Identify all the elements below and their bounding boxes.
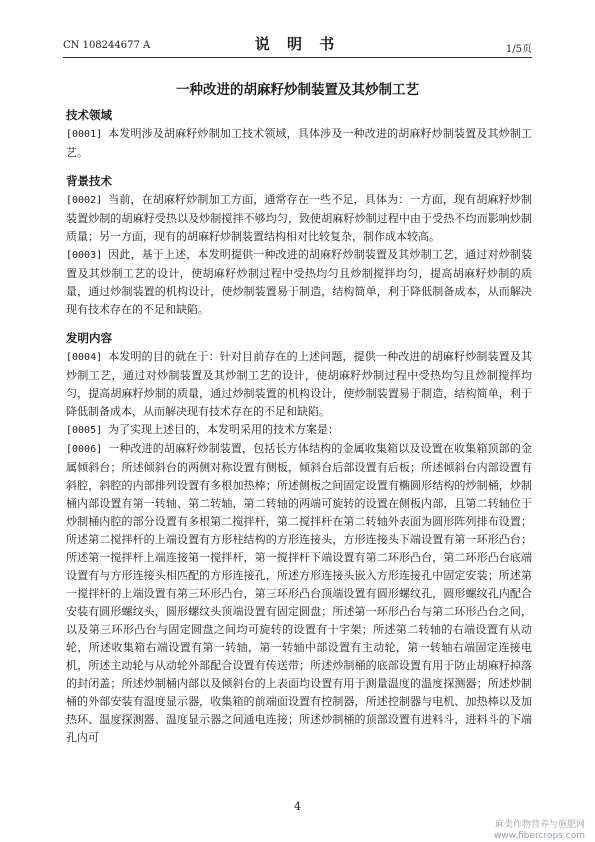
paragraph <box>66 348 532 421</box>
paragraph <box>66 191 532 246</box>
paragraph-number: [0004] <box>66 352 103 363</box>
paragraph-text: 本发明涉及胡麻籽炒制加工技术领域，具体涉及一种改进的胡麻籽炒制装置及其炒制工艺。 <box>66 127 532 159</box>
section-heading-background: 背景技术 <box>66 174 112 188</box>
paragraph-text: 一种改进的胡麻籽炒制装置，包括长方体结构的金属收集箱以及设置在收集箱顶部的金属倾斜台；所述倾斜台的两侧对称设置有侧板，倾斜台后部设置有后板；所述倾斜台内部设置有斜腔，斜腔的内部排列设置有多根加热棒；所述侧板之间固定设置有椭圆形结构的炒制桶，炒制桶内部设置有第一转轴、第二转轴，第二转轴的两端可旋转的设置在侧板内部，且第二转轴位于炒制桶内腔的部分设置有多根第二搅拌杆，第二搅拌杆在第二转轴外表面为圆形阵列排布设置；所述第二搅拌杆的上端设置有方形柱结构的方形连接头，方形连接头下端设置有第一环形凸台；所述第一搅拌杆上端连接第一搅拌杆，第一搅拌杆下端设置有第二环形凸台，第二环形凸台底端设置有与方形连接头相匹配的方形连接孔，所述方形连接头嵌入方形连接孔中固定安装；所述第一搅拌杆的上端设置有第三环形凸台，第三环形凸台顶端设置有圆形螺纹孔，圆形螺纹孔内配合安装有圆形螺纹头，圆形螺纹头顶端设置有固定圆盘；所述第一环形凸台与第二环形凸台之间，以及第三环形凸台与固定圆盘之间均可旋转的设置有十字架；所述第二转轴的右端设置有从动轮，所述收集箱右端设置有第一转轴，第一转轴中部设置有主动轮，第一转轴右端固定连接电机，所述主动轮与从动轮外部配合设置有传送带；所述炒制桶的底部设置有用于防止胡麻籽掉落的封闭盖；所述炒制桶内部以及倾斜台的上表面均设置有用于测量温度的温度探测器；所述炒制桶的外部安装有温度显示器，收集箱的前端面设置有控制器，所述控制器与电机、加热棒以及加热环、温度探测器、温度显示器之间通电连接；所述炒制桶的顶部设置有进料斗，进料斗的下端孔内可 <box>66 442 532 744</box>
section-heading-content: 发明内容 <box>66 331 112 345</box>
page-number: 4 <box>294 800 301 813</box>
document-type-title: 说 明 书 <box>254 35 341 53</box>
paragraph-text: 本发明的目的就在于：针对目前存在的上述问题，提供一种改进的胡麻籽炒制装置及其炒制工艺，通过对炒制装置及其炒制工艺的设计，使胡麻籽炒制过程中受热均匀且炒制搅拌均匀，提高胡麻籽炒制的质量，通过炒制装置的机构设计，使炒制装置易于制造，结构简单，利于降低制备成本，从而解决现有技术存在的不足和缺陷。 <box>66 350 532 418</box>
paragraph-number: [0002] <box>66 195 103 206</box>
document-body <box>66 108 532 747</box>
paragraph <box>66 421 532 440</box>
paragraph-number: [0006] <box>66 444 103 455</box>
paragraph-text: 为了实现上述目的，本发明采用的技术方案是： <box>108 423 339 436</box>
page-header <box>63 30 532 56</box>
paragraph-text: 因此，基于上述，本发明提供一种改进的胡麻籽炒制装置及其炒制工艺，通过对炒制装置及其炒制工艺的设计，使胡麻籽炒制过程中受热均匀且炒制搅拌均匀，提高胡麻籽炒制的质量，通过炒制装置的机构设计，使炒制装置易于制造，结构简单，利于降低制备成本，从而解决现有技术存在的不足和缺陷。 <box>66 248 532 316</box>
watermark-url: www.fibercrops.com <box>494 831 585 841</box>
page-info: 1/5页 <box>505 44 532 55</box>
paragraph-number: [0003] <box>66 250 103 261</box>
site-watermark <box>494 820 585 842</box>
paragraph <box>66 440 532 747</box>
paragraph <box>66 125 532 162</box>
paragraph-number: [0001] <box>66 129 103 140</box>
invention-title: 一种改进的胡麻籽炒制装置及其炒制工艺 <box>176 82 419 98</box>
paragraph-text: 当前，在胡麻籽炒制加工方面，通常存在一些不足，具体为：一方面，现有胡麻籽炒制装置炒制的胡麻籽受热以及炒制搅拌不够均匀，致使胡麻籽炒制过程中由于受热不均而影响炒制质量；另一方面，现有的胡麻籽炒制装置结构相对比较复杂，制作成本较高。 <box>66 193 532 243</box>
watermark-site-name: 麻类作物营养与施肥网 <box>494 820 585 830</box>
paragraph <box>66 246 532 319</box>
paragraph-number: [0005] <box>66 425 103 436</box>
section-heading-field: 技术领域 <box>66 108 112 122</box>
header-divider <box>63 57 532 58</box>
document-number: CN 108244677 A <box>63 40 151 51</box>
